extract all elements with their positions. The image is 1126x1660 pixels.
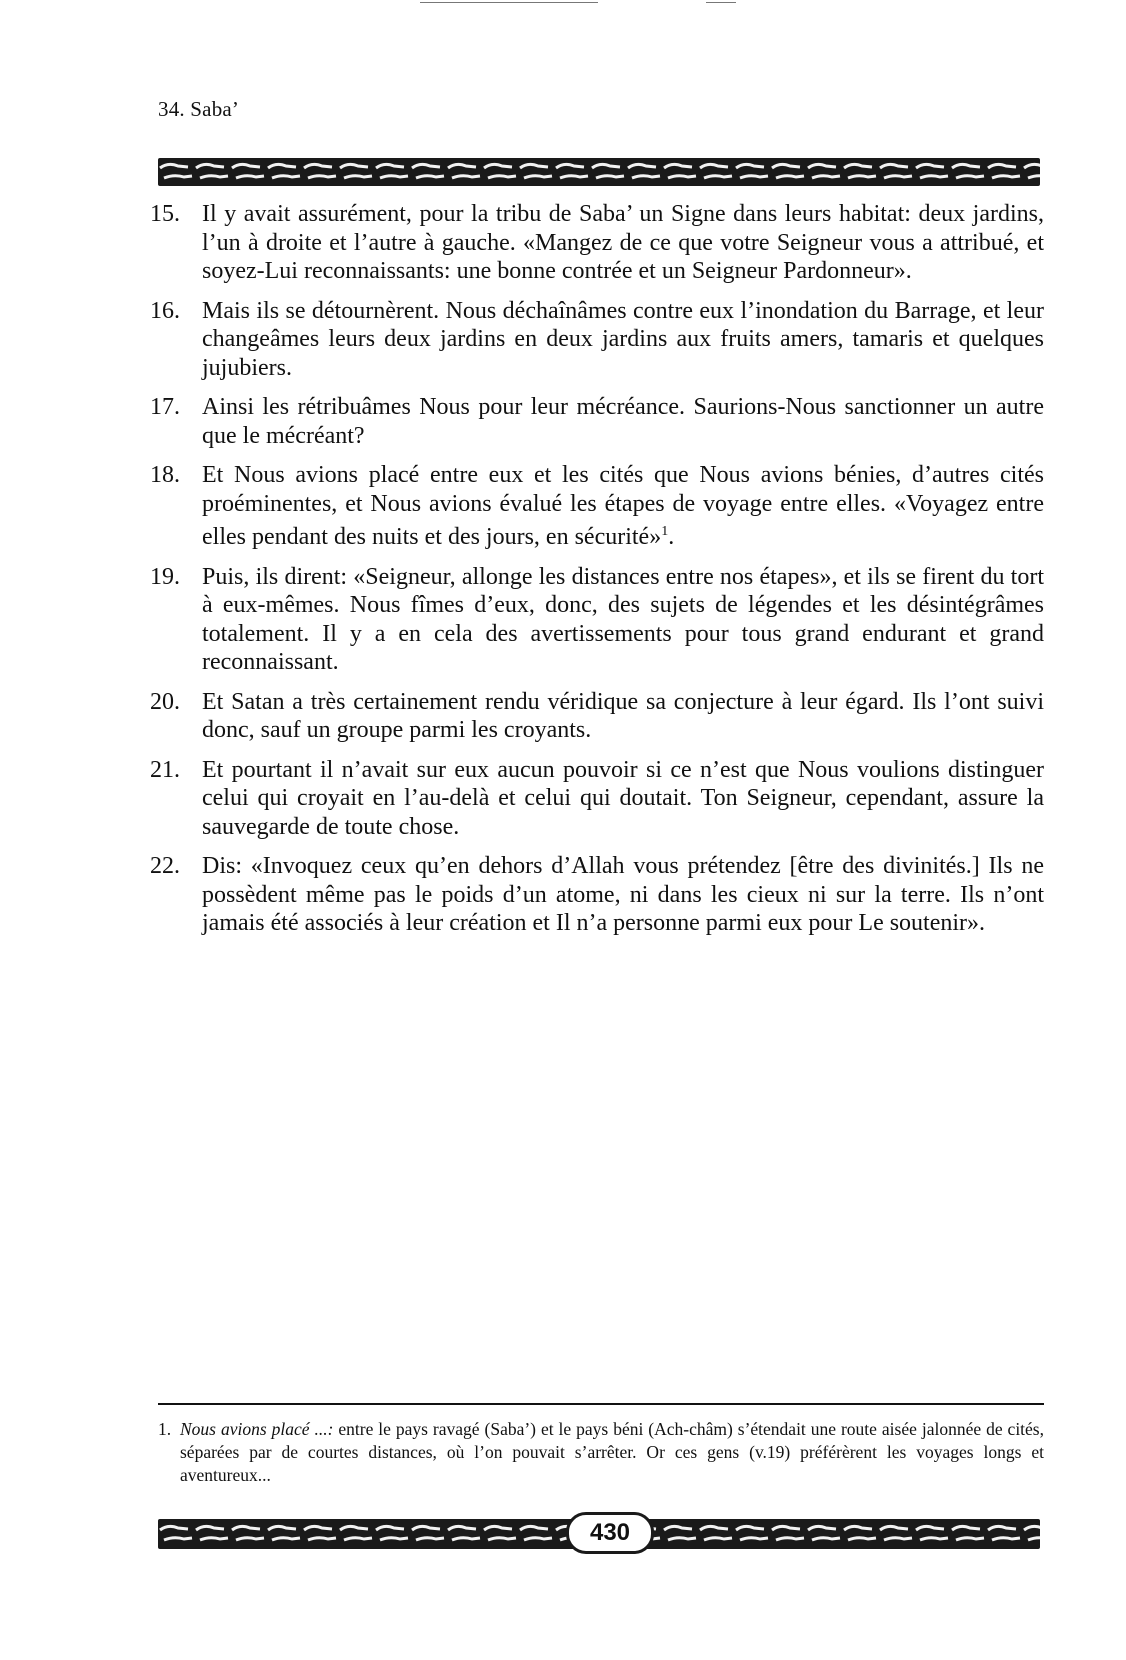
verse-number: 16.: [150, 297, 180, 324]
verse: [150, 393, 1044, 450]
verse-list: [150, 200, 1044, 949]
verse: [150, 200, 1044, 286]
footnote-body: [180, 1418, 1044, 1487]
verse-number: 15.: [150, 201, 180, 227]
verse-text-container: [202, 461, 1044, 552]
verse-text: Et pourtant il n’avait sur eux aucun pouvoir si ce n’est que Nous voulions distinguer celui qui croyait en l’au-delà et celui qui doutait. Ton Seigneur, cependant, assure la sauvegarde de toute chose.: [202, 756, 1044, 840]
verse: [150, 297, 1044, 383]
verse-number: 20.: [150, 688, 180, 715]
footnote-number: 1.: [158, 1419, 172, 1439]
footnote-divider: [158, 1403, 1044, 1405]
verse: [150, 688, 1044, 745]
verse: [150, 852, 1044, 938]
verse-text: Ainsi les rétribuâmes Nous pour leur mécréance. Saurions-Nous sanctionner un autre que le mécréant?: [202, 394, 1044, 449]
top-edge-rule: [420, 2, 598, 3]
verse: [150, 756, 1044, 842]
verse-text: Et Satan a très certainement rendu véridique sa conjecture à leur égard. Ils l’ont suivi donc, sauf un groupe parmi les croyants.: [202, 688, 1044, 743]
footnote: [158, 1418, 1044, 1487]
verse-text: Mais ils se détournèrent. Nous déchaînâmes contre eux l’inondation du Barrage, et leur changeâmes leurs deux jardins en deux jardins aux fruits amers, tamaris et quelques jujubiers.: [202, 297, 1044, 381]
verse-number: 22.: [150, 853, 180, 879]
verse-number: 19.: [150, 563, 180, 590]
page-number: 430: [566, 1512, 654, 1554]
chain-ornament: [158, 158, 1040, 186]
ornamental-band-top: [158, 158, 1040, 186]
surah-title: 34. Saba’: [158, 97, 240, 121]
verse-text: Puis, ils dirent: «Seigneur, allonge les distances entre nos étapes», et ils se firent du tort à eux-mêmes. Nous fîmes d’eux, donc, des sujets de légendes et les désintégrâmes totalement. Il y a en cela des avertissements pour tous grand endurant et grand reconnaissant.: [202, 563, 1044, 675]
footnote-text: entre le pays ravagé (Saba’) et le pays béni (Ach-châm) s’étendait une route aisée jalonnée de cités, séparées par de courtes distances, où l’on pouvait s’arrêter. Or ces gens (v.19) préférèrent les voyages longs et aventureux...: [180, 1419, 1044, 1485]
verse: [150, 461, 1044, 552]
verse-text: Et Nous avions placé entre eux et les cités que Nous avions bénies, d’autres cités proéminentes, et Nous avions évalué les étapes de voyage entre elles. «Voyagez entre elles pendant des nuits et des jours, en sécurité»: [202, 462, 1044, 550]
footnote-reference: 1: [661, 524, 669, 539]
verse-number: 18.: [150, 462, 180, 488]
footnote-lead: Nous avions placé ...:: [180, 1419, 334, 1439]
verse-number: 21.: [150, 756, 180, 783]
verse: [150, 563, 1044, 677]
verse-number: 17.: [150, 394, 180, 420]
verse-text: Il y avait assurément, pour la tribu de Saba’ un Signe dans leurs habitat: deux jardins, l’un à droite et l’autre à gauche. «Mangez de ce que votre Seigneur vous a attribué, et soyez-Lui reconnaissants: une bonne contrée et un Seigneur Pardonneur».: [202, 201, 1044, 284]
verse-text-end: .: [668, 524, 675, 550]
verse-text: Dis: «Invoquez ceux qu’en dehors d’Allah vous prétendez [être des divinités.] Ils ne possèdent même pas le poids d’un atome, ni dans les cieux ni sur la terre. Ils n’ont jamais été associés à leur création et Il n’a personne parmi eux pour Le soutenir».: [202, 853, 1044, 936]
top-edge-rule-short: [706, 2, 736, 3]
